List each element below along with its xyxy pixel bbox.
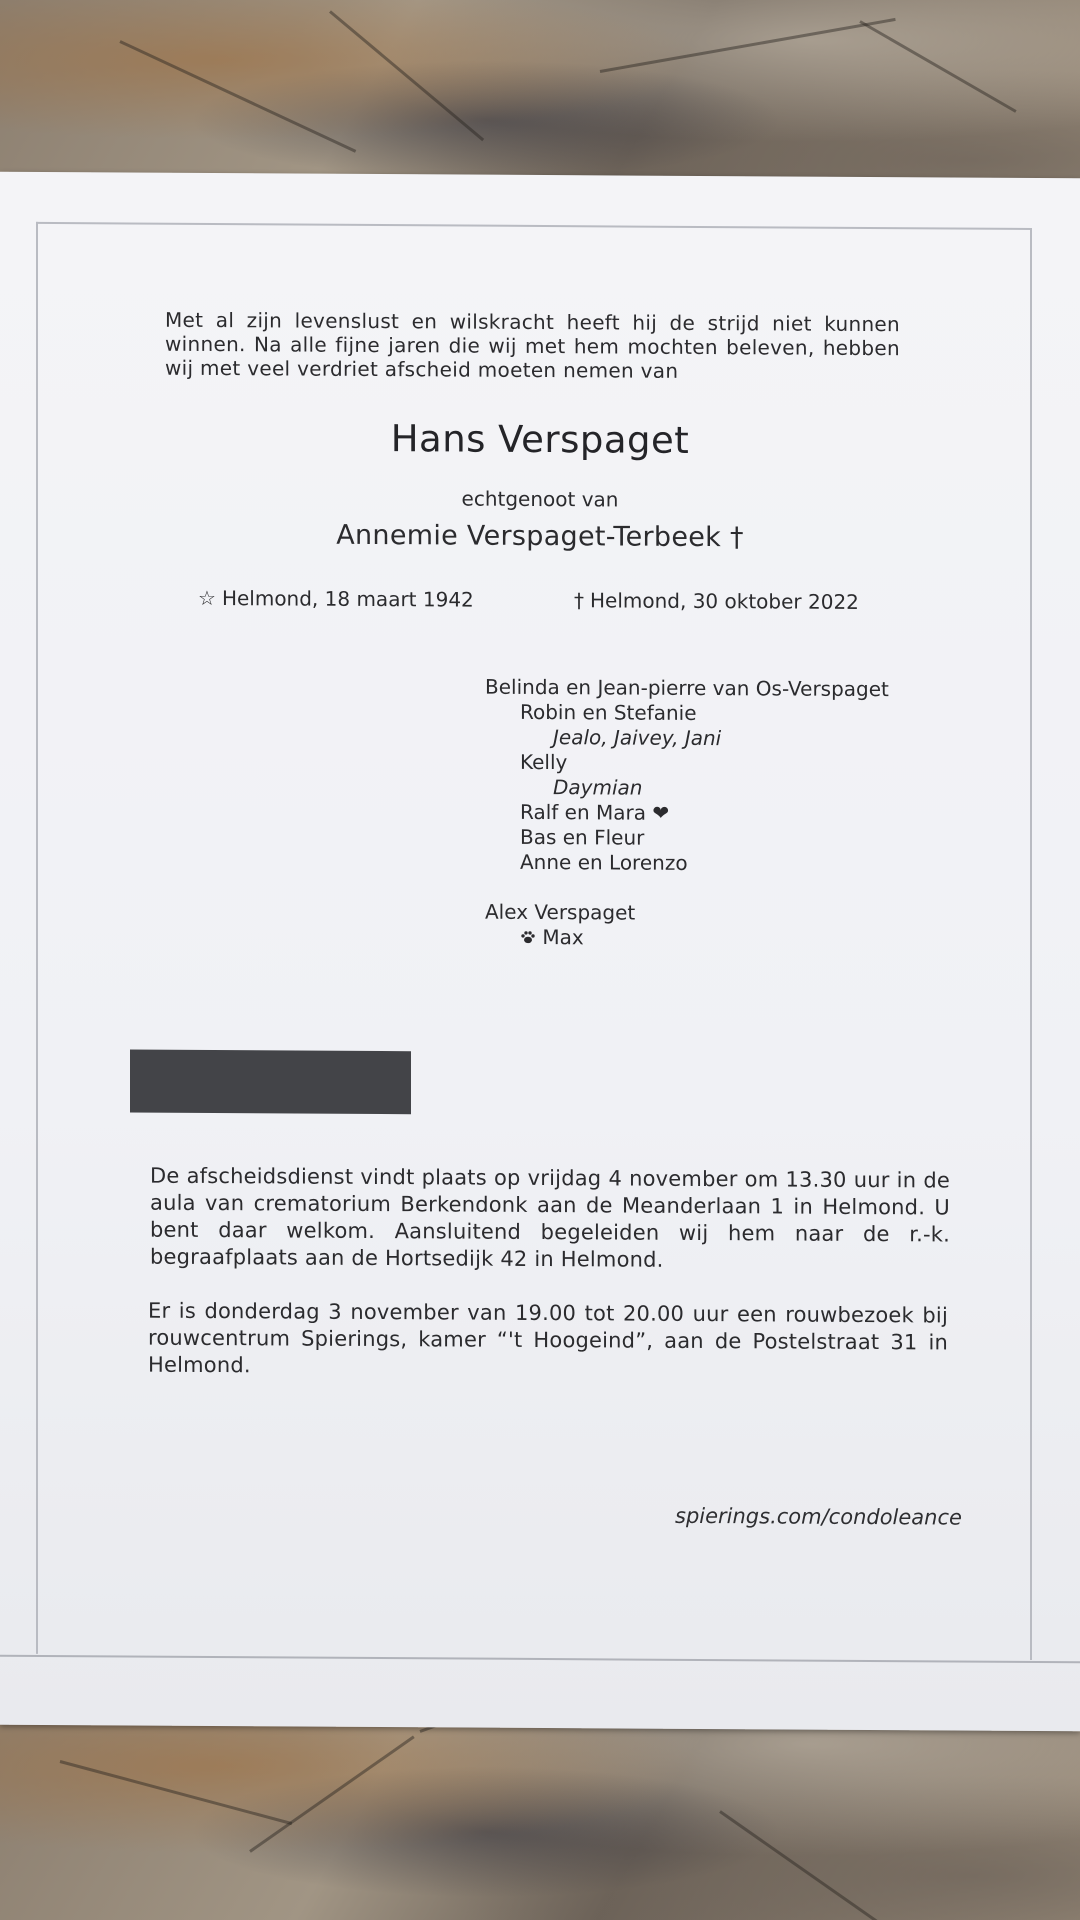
deceased-name: Hans Verspaget [390, 417, 690, 462]
service-info: De afscheidsdienst vindt plaats op vrijdag 4 november om 13.30 uur in de aula van crematorium Berkendonk aan de Meanderlaan 1 in Helmond. U bent daar welkom. Aansluitend begeleiden wij hem naar de r.-k. begraafplaats aan de Hortsedijk 42 in Helmond. [150, 1163, 950, 1272]
star-icon: ☆ [198, 585, 216, 611]
death-info [574, 588, 859, 614]
family-member: Robin en Stefanie [520, 699, 697, 725]
death-text: Helmond, 30 oktober 2022 [590, 588, 859, 614]
family-member: Anne en Lorenzo [520, 849, 688, 875]
family-member: Kelly [520, 749, 568, 775]
family-member: Belinda en Jean-pierre van Os-Verspaget [485, 674, 889, 702]
paw-icon [520, 925, 542, 949]
pet-name: Max [542, 925, 584, 950]
intro-text: Met al zijn levenslust en wilskracht heeft hij de strijd niet kunnen winnen. Na alle fijne jaren die wij met hem mochten beleven, hebben wij met veel verdriet afscheid moeten nemen van [165, 307, 900, 383]
family-member: Jealo, Jaivey, Jani [553, 725, 722, 751]
birth-text: Helmond, 18 maart 1942 [221, 586, 474, 612]
family-member: Daymian [553, 775, 643, 800]
marble-background-bottom [0, 1700, 1080, 1920]
family-member: Ralf en Mara ❤ [520, 799, 670, 825]
cross-icon: † [574, 588, 584, 613]
family-member: Alex Verspaget [485, 899, 636, 925]
death-notice-card [0, 172, 1080, 1732]
visit-info: Er is donderdag 3 november van 19.00 tot 20.00 uur een rouwbezoek bij rouwcentrum Spierings, kamer “'t Hoogeind”, aan de Postelstraat 31 in Helmond. [148, 1298, 948, 1378]
family-member: Bas en Fleur [520, 824, 645, 850]
family-member-pet [520, 925, 584, 950]
condolence-website: spierings.com/condoleance [675, 1503, 962, 1530]
marble-background-top [0, 0, 1080, 200]
spouse-label: echtgenoot van [461, 486, 619, 512]
spouse-name: Annemie Verspaget-Terbeek † [336, 519, 744, 554]
birth-info [198, 586, 474, 612]
redaction-block [130, 1049, 411, 1114]
